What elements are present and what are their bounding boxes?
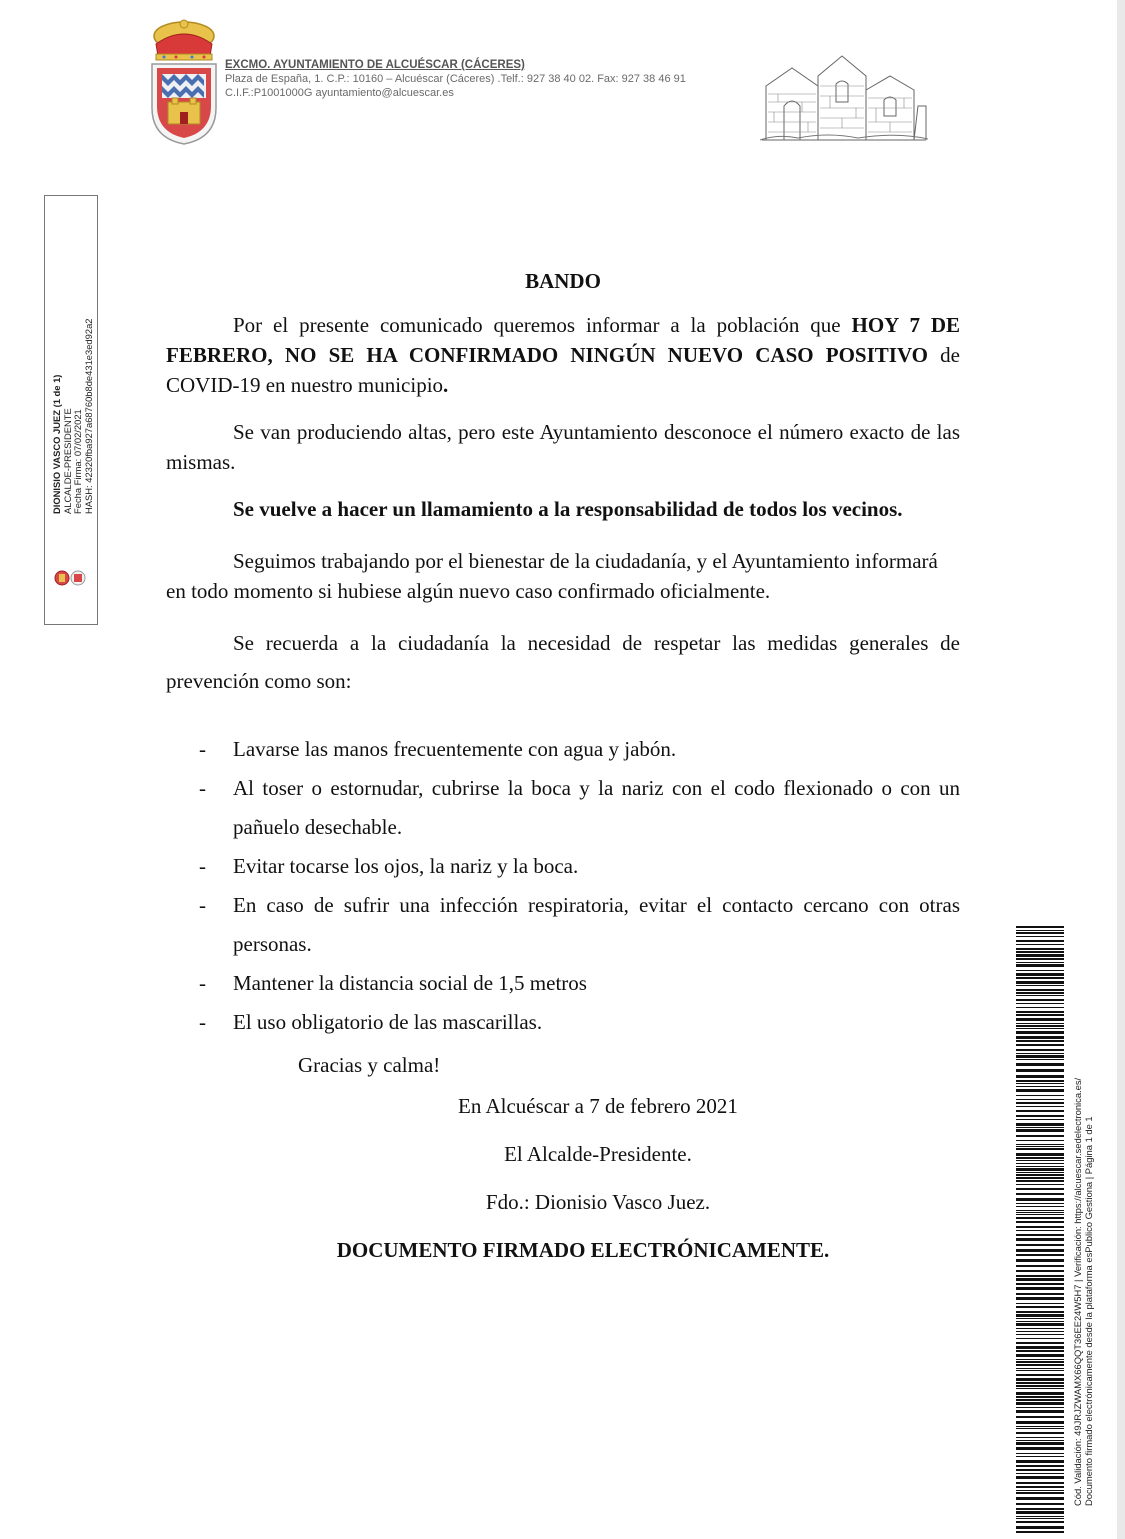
barcode-bar	[1016, 1399, 1064, 1401]
barcode-bar	[1016, 1521, 1064, 1523]
barcode-bar	[1016, 1180, 1064, 1182]
barcode-bar	[1016, 1426, 1064, 1427]
place-and-date: En Alcuéscar a 7 de febrero 2021	[458, 1094, 738, 1118]
bullet-dash: -	[199, 893, 206, 917]
paragraph-announcement	[166, 310, 960, 400]
barcode-bar	[1016, 1323, 1064, 1326]
barcode-bar	[1016, 1025, 1064, 1027]
signer-name: DIONISIO VASCO JUEZ (1 de 1)	[51, 374, 62, 514]
paragraph-discharges: Se van produciendo altas, pero este Ayuntamiento desconoce el número exacto de las mismas.	[166, 420, 960, 474]
barcode-bar	[1016, 1421, 1064, 1424]
barcode-bar	[1016, 1392, 1064, 1395]
barcode-bar	[1016, 1456, 1064, 1457]
barcode-bar	[1016, 1350, 1064, 1352]
barcode-bar	[1016, 1460, 1064, 1463]
barcode-bar	[1016, 1075, 1064, 1078]
platform-line: Documento firmado electrónicamente desde la plataforma esPublico Gestiona | Página 1 de 1	[1083, 1116, 1094, 1506]
barcode-bar	[1016, 1146, 1064, 1147]
barcode-bar	[1016, 1334, 1064, 1335]
barcode-bar	[1016, 1382, 1064, 1384]
barcode-bar	[1016, 1486, 1064, 1488]
barcode-bar	[1016, 1166, 1064, 1167]
barcode-bar	[1016, 932, 1064, 934]
barcode-bar	[1016, 1254, 1064, 1256]
barcode-bar	[1016, 1531, 1064, 1533]
barcode-bar	[1016, 1049, 1064, 1051]
signature-hash: HASH: 42320fba927a68760b8de431e3ed92a2	[82, 318, 94, 514]
institution-header	[225, 58, 686, 100]
barcode-bar	[1016, 1230, 1064, 1231]
barcode-bar	[1016, 1238, 1064, 1241]
church-illustration	[758, 46, 930, 144]
barcode-bar	[1016, 1188, 1064, 1190]
barcode-bar	[1016, 1368, 1064, 1369]
barcode-bar	[1016, 1095, 1064, 1096]
barcode-bar	[1016, 1148, 1064, 1150]
signature-stamp-text	[52, 214, 94, 514]
barcode-bar	[1016, 1198, 1064, 1201]
list-item	[166, 964, 960, 1003]
barcode-bar	[1016, 1080, 1064, 1082]
barcode-bar	[1016, 1287, 1064, 1290]
announcement-period: .	[443, 373, 449, 397]
barcode-bar	[1016, 1518, 1064, 1519]
barcode-bar	[1016, 1370, 1064, 1371]
barcode-bar	[1016, 1359, 1064, 1360]
barcode-bar	[1016, 1212, 1064, 1213]
bullet-dash: -	[199, 776, 206, 800]
announcement-text-end: de COVID-19 en nuestro municipio	[166, 343, 961, 397]
barcode-bar	[1016, 1342, 1064, 1344]
signed-by: Fdo.: Dionisio Vasco Juez.	[485, 1190, 711, 1214]
barcode-bar	[1016, 1328, 1064, 1329]
barcode-bar	[1016, 1473, 1064, 1474]
barcode-bar	[1016, 1364, 1064, 1366]
barcode-bar	[1016, 1361, 1064, 1363]
institution-address: Plaza de España, 1. C.P.: 10160 – Alcuéscar (Cáceres) .Telf.: 927 38 40 02. Fax: 927 38 46 91	[225, 73, 686, 85]
coat-of-arms-logo	[148, 18, 220, 146]
barcode-bar	[1016, 1184, 1064, 1185]
barcode-bar	[1016, 1385, 1064, 1387]
verification-footer	[1072, 986, 1094, 1506]
barcode-bar	[1016, 1099, 1064, 1100]
list-item	[166, 769, 960, 847]
barcode-bar	[1016, 1407, 1064, 1408]
barcode-bar	[1016, 1503, 1064, 1505]
barcode-bar	[1016, 1153, 1064, 1156]
barcode-bar	[1016, 964, 1064, 967]
barcode-bar	[1016, 1040, 1064, 1042]
barcode-bar	[1016, 1144, 1064, 1145]
validation-barcode	[1016, 926, 1064, 1534]
barcode-bar	[1016, 1036, 1064, 1039]
measure-text: Evitar tocarse los ojos, la nariz y la boca.	[233, 854, 579, 878]
barcode-bar	[1016, 1526, 1064, 1529]
barcode-bar	[1016, 930, 1064, 931]
barcode-bar	[1016, 1490, 1064, 1491]
barcode-bar	[1016, 958, 1064, 960]
barcode-bar	[1016, 1044, 1064, 1046]
barcode-bar	[1016, 1402, 1064, 1405]
barcode-bar	[1016, 1217, 1064, 1219]
barcode-bar	[1016, 999, 1064, 1001]
closing-thanks: Gracias y calma!	[298, 1053, 441, 1077]
barcode-bar	[1016, 1465, 1064, 1467]
announcement-text: Por el presente comunicado queremos informar a la población que	[233, 313, 852, 337]
list-item	[166, 886, 960, 964]
announcement-highlight: HOY 7 DE FEBRERO, NO SE HA CONFIRMADO NINGÚN NUEVO CASO POSITIVO	[166, 313, 960, 367]
barcode-bar	[1016, 1172, 1064, 1173]
barcode-bar	[1016, 1007, 1064, 1008]
barcode-bar	[1016, 1160, 1064, 1161]
barcode-bar	[1016, 1110, 1064, 1112]
barcode-bar	[1016, 973, 1064, 976]
signer-role: ALCALDE-PRESIDENTE	[61, 408, 73, 514]
barcode-bar	[1016, 1516, 1064, 1517]
paragraph-responsibility-call: Se vuelve a hacer un llamamiento a la responsabilidad de todos los vecinos.	[233, 497, 903, 521]
prevention-measures-list	[166, 730, 960, 1042]
barcode-bar	[1016, 1476, 1064, 1479]
barcode-bar	[1016, 1193, 1064, 1195]
barcode-bar	[1016, 1249, 1064, 1252]
list-item	[166, 1003, 960, 1042]
barcode-bar	[1016, 1396, 1064, 1398]
barcode-bar	[1016, 1447, 1064, 1450]
barcode-bar	[1016, 1388, 1064, 1389]
barcode-bar	[1016, 1089, 1064, 1092]
barcode-bar	[1016, 1014, 1064, 1016]
barcode-bar	[1016, 1163, 1064, 1164]
barcode-bar	[1016, 1023, 1064, 1024]
barcode-bar	[1016, 944, 1064, 945]
barcode-bar	[1016, 1482, 1064, 1484]
measure-text: Lavarse las manos frecuentemente con agua y jabón.	[233, 737, 677, 761]
barcode-bar	[1016, 1011, 1064, 1013]
barcode-bar	[1016, 1003, 1064, 1004]
document-body	[166, 266, 960, 1265]
barcode-bar	[1016, 962, 1064, 963]
barcode-bar	[1016, 1069, 1064, 1072]
barcode-bar	[1016, 951, 1064, 953]
barcode-bar	[1016, 1293, 1064, 1295]
barcode-bar	[1016, 926, 1064, 928]
barcode-bar	[1016, 1321, 1064, 1322]
barcode-bar	[1016, 1453, 1064, 1454]
bullet-dash: -	[199, 1010, 206, 1034]
barcode-bar	[1016, 1102, 1064, 1104]
barcode-bar	[1016, 985, 1064, 986]
barcode-bar	[1016, 1270, 1064, 1272]
barcode-bar	[1016, 1157, 1064, 1159]
barcode-bar	[1016, 1374, 1064, 1376]
barcode-bar	[1016, 970, 1064, 971]
barcode-bar	[1016, 1410, 1064, 1413]
barcode-bar	[1016, 1063, 1064, 1066]
barcode-bar	[1016, 1432, 1064, 1434]
barcode-bar	[1016, 1437, 1064, 1438]
bullet-dash: -	[199, 737, 206, 761]
validation-code-line: Cód. Validación: 49JRJZWAMX66QQT36EE24W5H7 | Verificación: https://alcuescar.sedelectronica.es/	[1072, 1077, 1083, 1506]
barcode-bar	[1016, 1306, 1064, 1308]
bullet-dash: -	[199, 854, 206, 878]
barcode-bar	[1016, 1492, 1064, 1494]
barcode-bar	[1016, 1278, 1064, 1281]
measure-text: El uso obligatorio de las mascarillas.	[233, 1010, 543, 1034]
paragraph-wellbeing: Seguimos trabajando por el bienestar de la ciudadanía, y el Ayuntamiento informará en todo momento si hubiese algún nuevo caso confirmado oficialmente.	[166, 549, 938, 603]
barcode-bar	[1016, 1497, 1064, 1500]
barcode-bar	[1016, 1206, 1064, 1207]
small-crest-icon	[52, 568, 88, 588]
barcode-bar	[1016, 1303, 1064, 1304]
barcode-bar	[1016, 1221, 1064, 1223]
barcode-bar	[1016, 1203, 1064, 1204]
barcode-bar	[1016, 1442, 1064, 1445]
barcode-bar	[1016, 1028, 1064, 1029]
barcode-bar	[1016, 977, 1064, 979]
barcode-bar	[1016, 1346, 1064, 1349]
barcode-bar	[1016, 1210, 1064, 1211]
barcode-bar	[1016, 1354, 1064, 1357]
barcode-bar	[1016, 1508, 1064, 1510]
barcode-bar	[1016, 1127, 1064, 1128]
barcode-bar	[1016, 1106, 1064, 1107]
barcode-bar	[1016, 1511, 1064, 1514]
measure-text: Mantener la distancia social de 1,5 metros	[233, 971, 587, 995]
barcode-bar	[1016, 1031, 1064, 1034]
signature-date: Fecha Firma: 07/02/2021	[72, 409, 83, 514]
barcode-bar	[1016, 1053, 1064, 1054]
barcode-bar	[1016, 992, 1064, 994]
measure-text: Al toser o estornudar, cubrirse la boca y la nariz con el codo flexionado o con un pañuelo desechable.	[233, 776, 960, 839]
barcode-bar	[1016, 1168, 1064, 1171]
document-title: BANDO	[525, 269, 601, 293]
barcode-bar	[1016, 1086, 1064, 1087]
list-item	[166, 730, 960, 769]
barcode-bar	[1016, 1234, 1064, 1236]
barcode-bar	[1016, 1469, 1064, 1471]
barcode-bar	[1016, 1244, 1064, 1246]
list-item	[166, 847, 960, 886]
barcode-bar	[1016, 1378, 1064, 1381]
institution-cif-email: C.I.F.:P1001000G ayuntamiento@alcuescar.es	[225, 87, 454, 99]
barcode-bar	[1016, 1177, 1064, 1179]
barcode-bar	[1016, 1297, 1064, 1300]
institution-name: EXCMO. AYUNTAMIENTO DE ALCUÉSCAR (CÁCERES)	[225, 59, 525, 71]
barcode-bar	[1016, 1174, 1064, 1176]
barcode-bar	[1016, 1338, 1064, 1339]
barcode-bar	[1016, 1115, 1064, 1117]
barcode-bar	[1016, 1314, 1064, 1317]
barcode-bar	[1016, 1055, 1064, 1058]
barcode-bar	[1016, 995, 1064, 996]
barcode-bar	[1016, 1119, 1064, 1120]
barcode-bar	[1016, 1331, 1064, 1332]
measure-text: En caso de sufrir una infección respiratoria, evitar el contacto cercano con otras personas.	[233, 893, 960, 956]
barcode-bar	[1016, 1283, 1064, 1285]
barcode-bar	[1016, 1135, 1064, 1137]
barcode-bar	[1016, 1265, 1064, 1267]
barcode-bar	[1016, 1059, 1064, 1060]
barcode-bar	[1016, 1416, 1064, 1418]
barcode-bar	[1016, 936, 1064, 937]
barcode-bar	[1016, 1440, 1064, 1441]
barcode-bar	[1016, 1083, 1064, 1084]
barcode-bar	[1016, 1318, 1064, 1319]
barcode-bar	[1016, 948, 1064, 950]
barcode-bar	[1016, 1123, 1064, 1126]
barcode-bar	[1016, 1226, 1064, 1228]
barcode-bar	[1016, 1129, 1064, 1132]
paragraph-prevention-intro: Se recuerda a la ciudadanía la necesidad de respetar las medidas generales de prevención como son:	[166, 631, 960, 693]
barcode-bar	[1016, 954, 1064, 957]
barcode-bar	[1016, 1428, 1064, 1429]
barcode-bar	[1016, 1311, 1064, 1313]
barcode-bar	[1016, 1140, 1064, 1141]
barcode-bar	[1016, 989, 1064, 991]
bullet-dash: -	[199, 971, 206, 995]
signer-title: El Alcalde-Presidente.	[504, 1142, 692, 1166]
barcode-bar	[1016, 1018, 1064, 1021]
barcode-bar	[1016, 940, 1064, 942]
barcode-bar	[1016, 1214, 1064, 1215]
page-edge	[1117, 0, 1125, 1539]
barcode-bar	[1016, 1275, 1064, 1277]
barcode-bar	[1016, 1259, 1064, 1262]
barcode-bar	[1016, 981, 1064, 984]
electronic-signature-notice: DOCUMENTO FIRMADO ELECTRÓNICAMENTE.	[336, 1238, 830, 1262]
